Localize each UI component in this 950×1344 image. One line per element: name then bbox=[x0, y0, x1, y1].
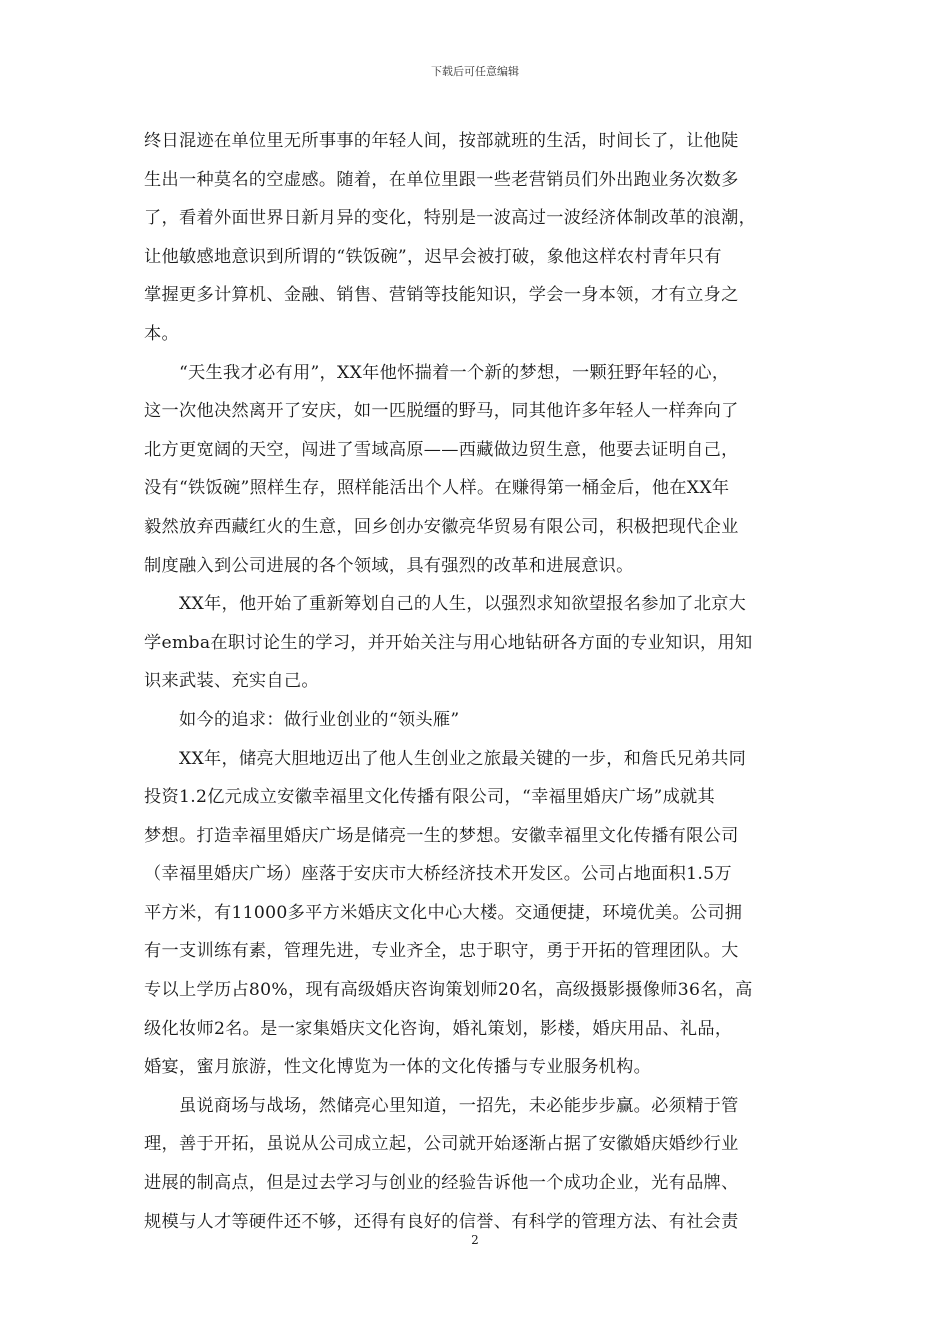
text-line: 制度融入到公司进展的各个领域，具有强烈的改革和进展意识。 bbox=[144, 555, 634, 576]
text-line: 让他敏感地意识到所谓的“铁饭碗”，迟早会被打破，象他这样农村青年只有 bbox=[144, 246, 722, 267]
header-text: 下载后可任意编辑 bbox=[431, 65, 519, 78]
text-line: 级化妆师2名。是一家集婚庆文化咨询，婚礼策划，影楼，婚庆用品、礼品， bbox=[144, 1018, 733, 1039]
paragraph-5 bbox=[144, 1087, 808, 1241]
text-line: 生出一种莫名的空虚感。随着，在单位里跟一些老营销员们外出跑业务次数多 bbox=[144, 169, 739, 190]
text-line: 毅然放弃西藏红火的生意，回乡创办安徽亮华贸易有限公司，积极把现代企业 bbox=[144, 516, 739, 537]
text-line: 婚宴，蜜月旅游，性文化博览为一体的文化传播与专业服务机构。 bbox=[144, 1057, 652, 1078]
text-line: 理，善于开拓，虽说从公司成立起，公司就开始逐渐占据了安徽婚庆婚纱行业 bbox=[144, 1134, 739, 1155]
text-line: 如今的追求：做行业创业的“领头雁” bbox=[144, 709, 460, 730]
page-number bbox=[0, 1233, 950, 1247]
paragraph-3 bbox=[144, 585, 808, 701]
text-line: 了，看着外面世界日新月异的变化，特别是一波高过一波经济体制改革的浪潮， bbox=[144, 208, 757, 229]
text-line: 专以上学历占80%，现有高级婚庆咨询策划师20名，高级摄影摄像师36名，高 bbox=[144, 980, 753, 1001]
text-line: 没有“铁饭碗”照样生存，照样能活出个人样。在赚得第一桶金后，他在XX年 bbox=[144, 478, 730, 499]
text-line: 规模与人才等硬件还不够，还得有良好的信誉、有科学的管理方法、有社会责 bbox=[144, 1211, 739, 1232]
text-line: “天生我才必有用”，XX年他怀揣着一个新的梦想，一颗狂野年轻的心， bbox=[144, 362, 730, 383]
text-line: 掌握更多计算机、金融、销售、营销等技能知识，学会一身本领，才有立身之 bbox=[144, 285, 739, 306]
document-body bbox=[144, 122, 808, 1241]
text-line: 本。 bbox=[144, 323, 179, 344]
text-line: 平方米，有11000多平方米婚庆文化中心大楼。交通便捷，环境优美。公司拥 bbox=[144, 902, 743, 923]
text-line: 终日混迹在单位里无所事事的年轻人间，按部就班的生活，时间长了，让他陡 bbox=[144, 131, 739, 151]
paragraph-2 bbox=[144, 354, 808, 586]
section-heading bbox=[144, 701, 808, 740]
text-line: XX年，储亮大胆地迈出了他人生创业之旅最关键的一步，和詹氏兄弟共同 bbox=[144, 748, 747, 769]
text-line: XX年，他开始了重新筹划自己的人生，以强烈求知欲望报名参加了北京大 bbox=[144, 594, 747, 615]
text-line: 识来武装、充实自己。 bbox=[144, 671, 319, 692]
text-line: 这一次他决然离开了安庆，如一匹脱缰的野马，同其他许多年轻人一样奔向了 bbox=[144, 401, 739, 422]
text-line: 学emba在职讨论生的学习，并开始关注与用心地钻研各方面的专业知识，用知 bbox=[144, 632, 753, 653]
text-line: 有一支训练有素，管理先进，专业齐全，忠于职守，勇于开拓的管理团队。大 bbox=[144, 941, 739, 962]
text-line: （幸福里婚庆广场）座落于安庆市大桥经济技术开发区。公司占地面积1.5万 bbox=[144, 864, 732, 885]
text-line: 虽说商场与战场，然储亮心里知道，一招先，未必能步步赢。必须精于管 bbox=[144, 1095, 739, 1116]
text-line: 进展的制高点，但是过去学习与创业的经验告诉他一个成功企业，光有品牌、 bbox=[144, 1173, 739, 1194]
paragraph-4 bbox=[144, 740, 808, 1087]
page-header bbox=[0, 65, 950, 79]
text-line: 投资1.2亿元成立安徽幸福里文化传播有限公司，“幸福里婚庆广场”成就其 bbox=[144, 787, 716, 808]
paragraph-1 bbox=[144, 122, 808, 354]
text-line: 梦想。打造幸福里婚庆广场是储亮一生的梦想。安徽幸福里文化传播有限公司 bbox=[144, 825, 739, 846]
page-number-text: 2 bbox=[471, 1233, 479, 1247]
text-line: 北方更宽阔的天空，闯进了雪域高原——西藏做边贸生意，他要去证明自己， bbox=[144, 439, 739, 460]
